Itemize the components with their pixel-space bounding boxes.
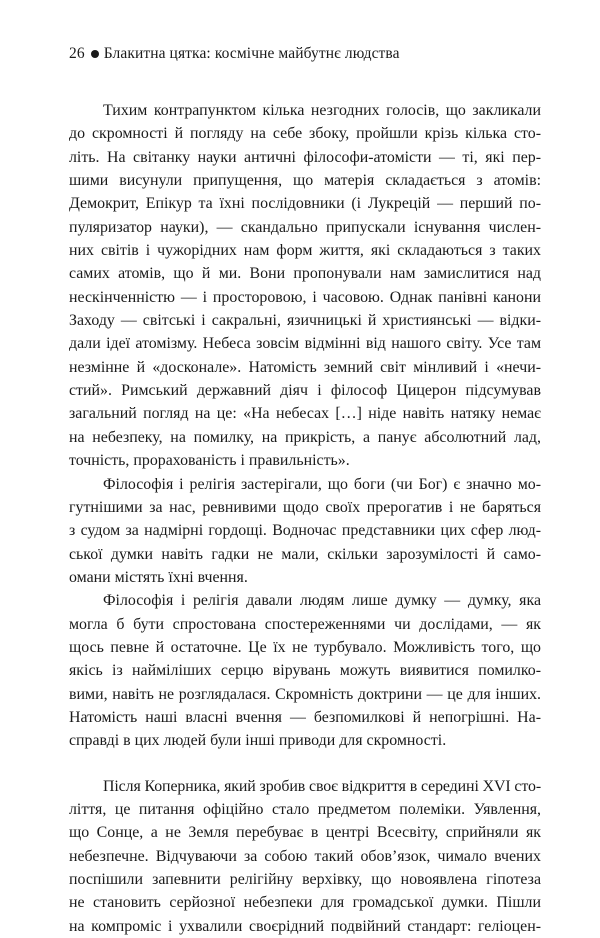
text-line: не становить серйозної небезпеки для громадської думки. Пішли (69, 894, 541, 912)
text-line: Філософія і релігія давали людям лише думку — думку, яка (103, 592, 541, 610)
running-title: Блакитна цятка: космічне майбутнє людства (103, 45, 400, 62)
text-line: стий». Римський державний діяч і філософ Цицерон підсумував (69, 382, 541, 400)
page-number: 26 (69, 45, 85, 62)
paragraph (69, 473, 541, 590)
text-line: шими висунули припущення, що матерія складається з атомів: (69, 172, 541, 190)
text-line: поспішили запевнити релігійну верхівку, що новоявлена гіпотеза (69, 871, 541, 888)
text-line: нескінченністю — і просторовою, і часовою. Однак панівні канони (69, 288, 541, 306)
text-line: самих атомів, що й ми. Вони пропонували нам замислитися над (69, 265, 541, 283)
text-line: пуляризатор науки), — скандально припускали існування числен- (69, 218, 541, 236)
text-line: Після Коперника, який зробив своє відкриття в середині XVI сто- (103, 777, 542, 795)
text-line: на компроміс і ухвалили своєрідний подвійний стандарт: геліоцен- (69, 917, 541, 935)
running-header (69, 45, 400, 63)
text-line: омани містять їхні вчення. (69, 568, 248, 586)
body-text (69, 99, 541, 938)
text-line: на небезпеку, на помилку, на прикрість, а панує абсолютний лад, (69, 428, 541, 446)
text-line: якісь із найміліших серцю вірувань можуть виявитися помилко- (69, 662, 541, 680)
text-line: небезпечне. Відчуваючи за собою такий обов’язок, чимало вчених (69, 847, 541, 865)
text-line: гутнішими за нас, ревнивими щодо своїх прерогатив і не баряться (69, 498, 541, 516)
text-line: що Сонце, а не Земля перебуває в центрі Всесвіту, сприйняли як (69, 824, 541, 842)
bullet-icon (91, 50, 99, 58)
text-line: Демокрит, Епікур та їхні послідовники (і Лукрецій — перший по- (69, 195, 541, 213)
text-line: Філософія і релігія застерігали, що боги (чи Бог) є значно мо- (103, 475, 541, 493)
text-line: з судом за надмірні гордощі. Водночас представники цих сфер люд- (69, 522, 541, 540)
text-line: до скромності й погляду на себе збоку, пройшли крізь кілька сто- (69, 125, 541, 143)
text-line: могла б бути спростована спостереженнями чи дослідами, — як (69, 615, 541, 633)
text-line: Заходу — світські і сакральні, язичницькі й християнські — відки- (69, 312, 541, 330)
text-line: щось певне й остаточне. Це їх не турбувало. Можливість того, що (69, 638, 541, 656)
paragraph (69, 99, 541, 473)
text-line: незмінне й «досконале». Натомість земний світ мінливий і «нечи- (69, 358, 541, 376)
text-line: ліття, це питання офіційно стало предметом полеміки. Уявлення, (69, 800, 541, 818)
text-line: Натомість наші власні вчення — безпомилкові й непогрішні. На- (69, 708, 541, 726)
text-line: точність, прорахованість і правильність». (69, 452, 350, 470)
text-line: вими, навіть не розглядалася. Скромність доктрини — це для інших. (69, 685, 541, 703)
text-line: них світів і чужорідних нам форм життя, які складаються з таких (69, 242, 541, 260)
text-line: Тихим контрапунктом кілька незгодних голосів, що закликали (103, 102, 541, 119)
paragraph (69, 589, 541, 752)
text-line: ської думки навіть гадки не мали, скільки зарозумілості й само- (69, 545, 541, 563)
paragraph (69, 775, 541, 938)
text-line: дали ідеї атомізму. Небеса зовсім відмінні від нашого світу. Усе там (69, 335, 541, 353)
text-line: справді в цих людей були інші приводи для скромності. (69, 732, 447, 750)
text-line: загальний погляд на це: «На небесах […] ніде навіть натяку немає (69, 405, 541, 423)
text-line: літь. На світанку науки античні філософи-атомісти — ті, які пер- (69, 148, 541, 166)
section-break (69, 753, 541, 775)
